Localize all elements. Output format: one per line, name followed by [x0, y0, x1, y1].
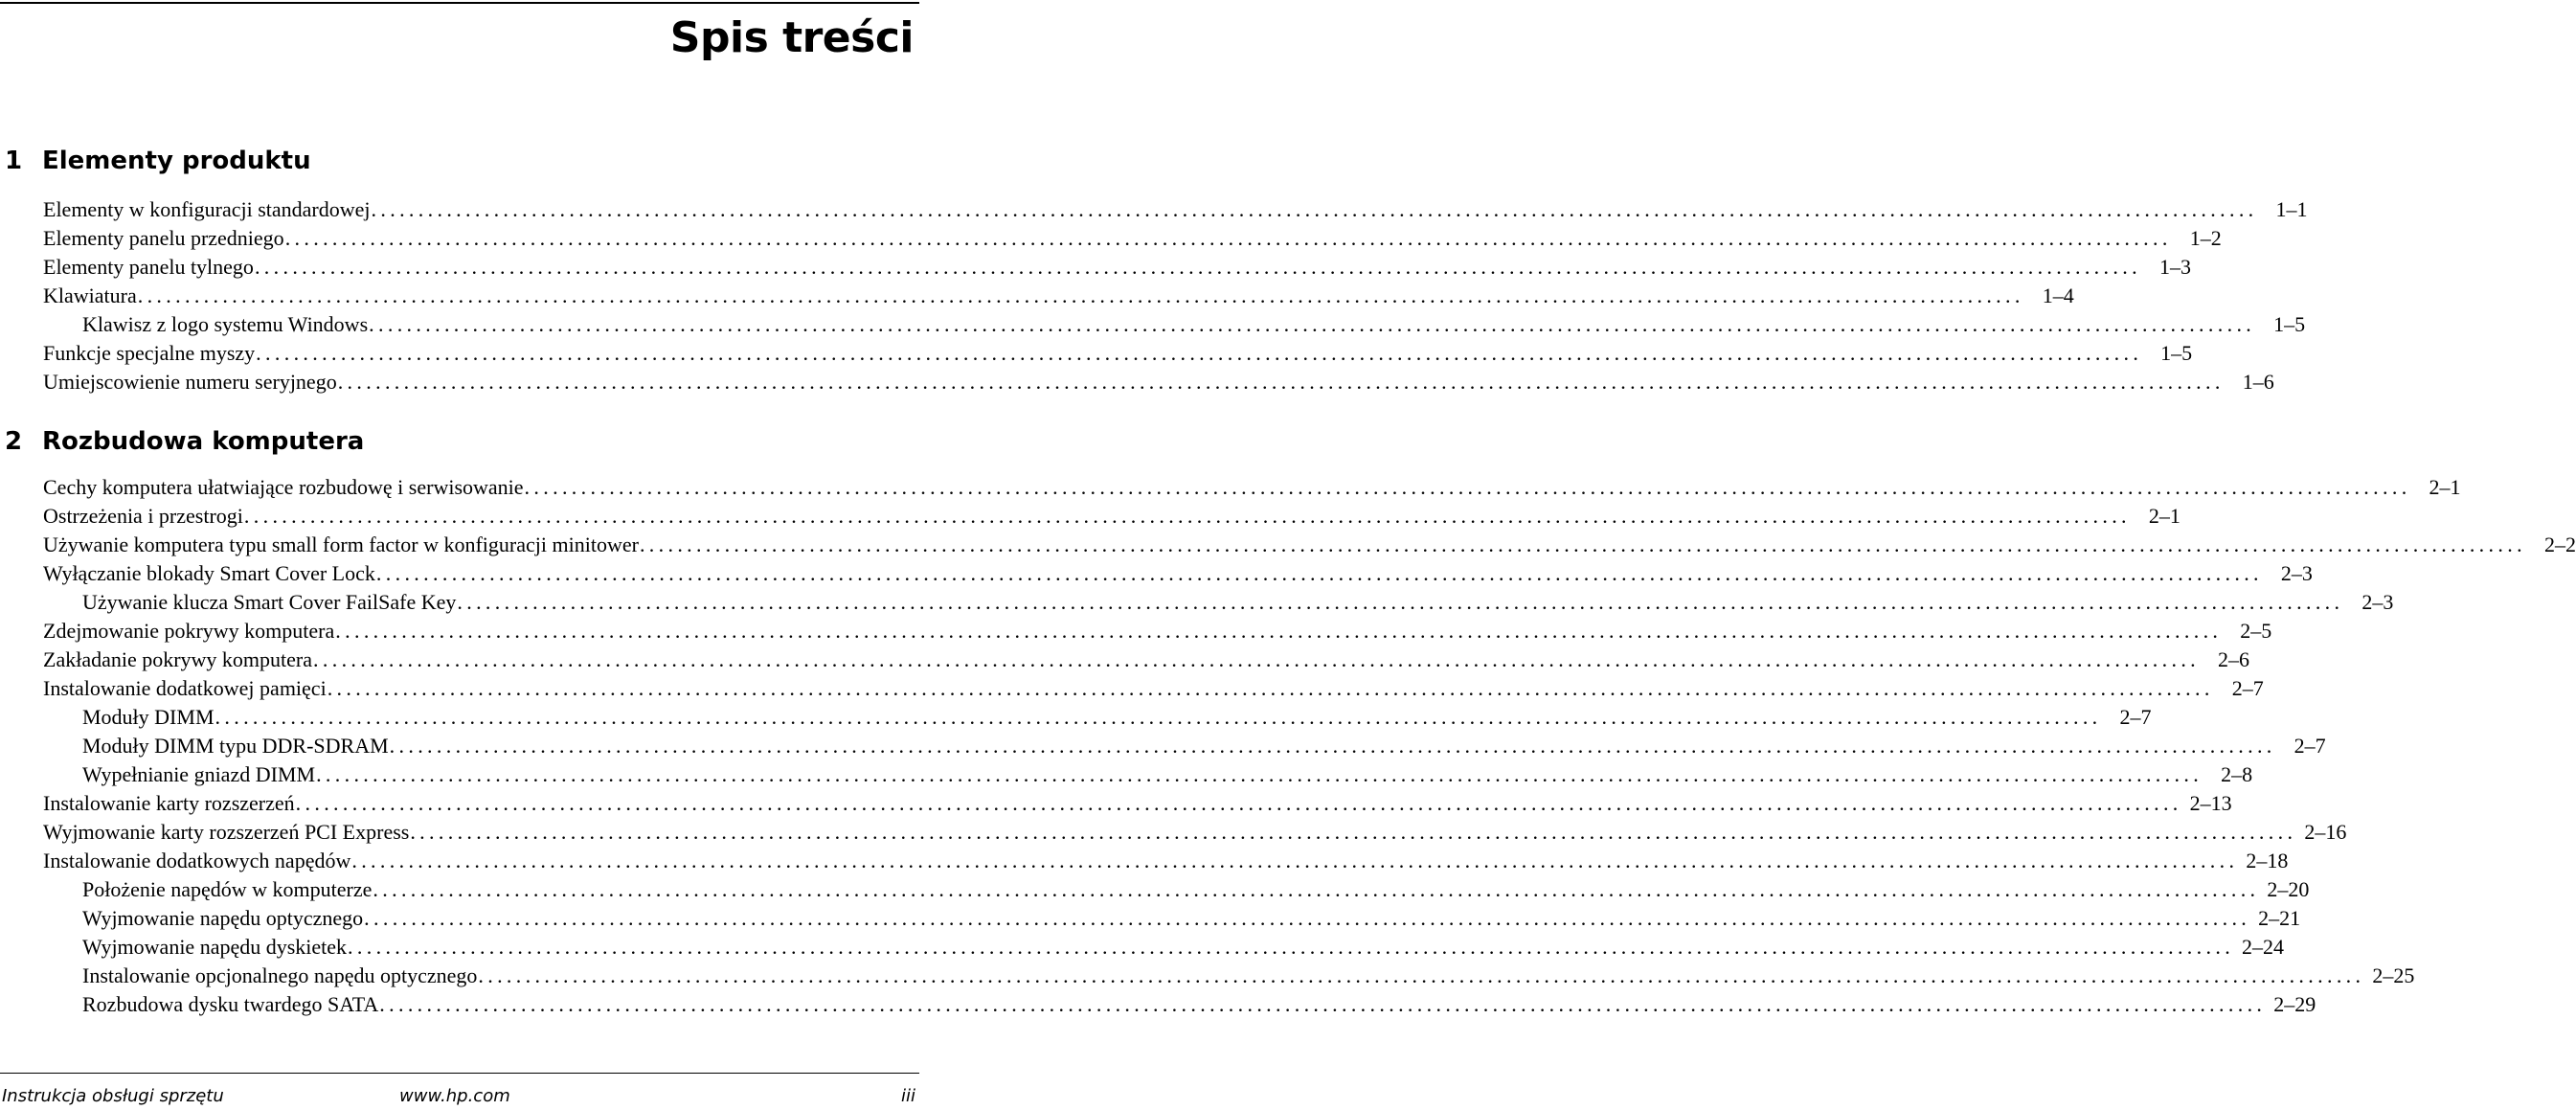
dot-leader: ........................................................................................................................................................................................................ [351, 849, 2239, 872]
chapter-heading-2 [5, 425, 364, 458]
toc-entry-page: 2–24 [2242, 935, 2285, 959]
dot-leader: ........................................................................................................................................................................................................ [410, 820, 2297, 844]
toc-entry[interactable] [43, 310, 2306, 339]
chapter-title: Rozbudowa komputera [42, 427, 365, 456]
toc-entry[interactable] [43, 962, 2415, 990]
toc-entry-page: 2–25 [2372, 963, 2415, 987]
chapter-number: 1 [5, 147, 23, 175]
toc-list-chapter-1 [43, 195, 2308, 396]
toc-entry-title: Położenie napędów w komputerze [82, 877, 373, 901]
toc-entry-title: Cechy komputera ułatwiające rozbudowę i serwisowanie [43, 475, 524, 499]
toc-entry-title: Zakładanie pokrywy komputera [43, 647, 313, 671]
toc-entry-title: Wyjmowanie napędu dyskietek [82, 935, 348, 959]
toc-entry-title: Wyłączanie blokady Smart Cover Lock [43, 561, 375, 585]
toc-entry[interactable] [43, 588, 2394, 617]
toc-entry[interactable] [43, 502, 2181, 531]
dot-leader: ........................................................................................................................................................................................................ [524, 475, 2411, 499]
toc-entry-title: Rozbudowa dysku twardego SATA [82, 992, 379, 1016]
toc-entry[interactable] [43, 195, 2308, 224]
dot-leader: ........................................................................................................................................................................................................ [375, 561, 2263, 585]
footer-website-link[interactable]: www.hp.com [399, 1086, 510, 1106]
dot-leader: ........................................................................................................................................................................................................ [215, 705, 2102, 729]
toc-entry[interactable] [43, 818, 2347, 847]
toc-entry-title: Instalowanie dodatkowych napędów [43, 849, 351, 872]
dot-leader: ........................................................................................................................................................................................................ [337, 370, 2225, 394]
dot-leader: ........................................................................................................................................................................................................ [256, 341, 2143, 365]
toc-entry[interactable] [43, 617, 2272, 646]
toc-entry-title: Używanie klucza Smart Cover FailSafe Key [82, 590, 457, 614]
top-rule [0, 2, 919, 4]
toc-entry-page: 2–7 [2294, 734, 2326, 758]
toc-entry-title: Wyjmowanie karty rozszerzeń PCI Express [43, 820, 410, 844]
toc-entry-title: Klawisz z logo systemu Windows [82, 312, 369, 336]
toc-entry-title: Instalowanie karty rozszerzeń [43, 791, 295, 815]
dot-leader: ........................................................................................................................................................................................................ [284, 226, 2172, 250]
dot-leader: ........................................................................................................................................................................................................ [348, 935, 2235, 959]
toc-entry-page: 2–18 [2246, 849, 2289, 872]
toc-entry[interactable] [43, 703, 2152, 732]
dot-leader: ........................................................................................................................................................................................................ [369, 312, 2256, 336]
toc-entry-page: 2–16 [2304, 820, 2347, 844]
dot-leader: ........................................................................................................................................................................................................ [137, 283, 2024, 307]
toc-entry-page: 2–3 [2280, 561, 2313, 585]
toc-entry-page: 2–5 [2240, 619, 2272, 643]
toc-entry-page: 1–2 [2189, 226, 2222, 250]
toc-entry[interactable] [43, 904, 2301, 933]
dot-leader: ........................................................................................................................................................................................................ [295, 791, 2182, 815]
toc-entry[interactable] [43, 473, 2461, 502]
toc-entry-page: 1–6 [2242, 370, 2274, 394]
toc-entry[interactable] [43, 933, 2285, 962]
toc-entry-page: 1–5 [2273, 312, 2306, 336]
dot-leader: ........................................................................................................................................................................................................ [335, 619, 2223, 643]
toc-entry[interactable] [43, 282, 2074, 310]
page-title: Spis treści [669, 13, 914, 62]
toc-entry-title: Elementy panelu tylnego [43, 255, 254, 279]
dot-leader: ........................................................................................................................................................................................................ [478, 963, 2365, 987]
dot-leader: ........................................................................................................................................................................................................ [254, 255, 2141, 279]
toc-entry-title: Moduły DIMM [82, 705, 215, 729]
toc-entry-title: Instalowanie dodatkowej pamięci [43, 676, 327, 700]
toc-entry-title: Elementy w konfiguracji standardowej [43, 197, 371, 221]
toc-entry-page: 1–4 [2042, 283, 2074, 307]
toc-entry-page: 2–2 [2543, 532, 2576, 556]
chapter-title: Elementy produktu [42, 147, 311, 175]
toc-entry-page: 2–13 [2189, 791, 2232, 815]
dot-leader: ........................................................................................................................................................................................................ [364, 906, 2251, 930]
toc-entry-title: Funkcje specjalne myszy [43, 341, 256, 365]
toc-entry-title: Wyjmowanie napędu optycznego [82, 906, 364, 930]
toc-entry-page: 2–1 [2148, 504, 2181, 528]
dot-leader: ........................................................................................................................................................................................................ [379, 992, 2267, 1016]
toc-list-chapter-2 [43, 473, 2576, 1019]
toc-entry-title: Instalowanie opcjonalnego napędu optycznego [82, 963, 478, 987]
toc-entry-page: 2–1 [2429, 475, 2461, 499]
toc-entry-title: Moduły DIMM typu DDR-SDRAM [82, 734, 389, 758]
chapter-heading-1 [5, 145, 311, 177]
dot-leader: ........................................................................................................................................................................................................ [373, 877, 2260, 901]
dot-leader: ........................................................................................................................................................................................................ [313, 647, 2201, 671]
toc-entry-title: Klawiatura [43, 283, 137, 307]
toc-entry-page: 1–5 [2160, 341, 2193, 365]
chapter-number: 2 [5, 427, 23, 456]
toc-entry-page: 2–3 [2361, 590, 2394, 614]
toc-entry-page: 2–7 [2119, 705, 2152, 729]
toc-entry-title: Elementy panelu przedniego [43, 226, 284, 250]
toc-entry[interactable] [43, 875, 2310, 904]
toc-entry[interactable] [43, 224, 2222, 253]
toc-entry[interactable] [43, 646, 2250, 674]
toc-entry-page: 1–1 [2275, 197, 2308, 221]
toc-entry[interactable] [43, 760, 2253, 789]
toc-entry-page: 2–29 [2273, 992, 2316, 1016]
dot-leader: ........................................................................................................................................................................................................ [327, 676, 2214, 700]
toc-entry[interactable] [43, 339, 2193, 368]
bottom-rule [0, 1073, 919, 1074]
toc-entry[interactable] [43, 732, 2326, 760]
footer-manual-title: Instrukcja obsługi sprzętu [2, 1086, 224, 1106]
toc-entry-page: 2–20 [2267, 877, 2310, 901]
toc-entry[interactable] [43, 990, 2316, 1019]
toc-entry[interactable] [43, 789, 2232, 818]
footer-page-number: iii [900, 1086, 915, 1106]
toc-entry-page: 1–3 [2158, 255, 2191, 279]
toc-entry-title: Umiejscowienie numeru seryjnego [43, 370, 337, 394]
dot-leader: ........................................................................................................................................................................................................ [371, 197, 2258, 221]
dot-leader: ........................................................................................................................................................................................................ [316, 762, 2203, 786]
dot-leader: ........................................................................................................................................................................................................ [457, 590, 2344, 614]
toc-entry-title: Zdejmowanie pokrywy komputera [43, 619, 335, 643]
toc-entry-page: 2–7 [2231, 676, 2264, 700]
toc-entry-page: 2–8 [2221, 762, 2253, 786]
dot-leader: ........................................................................................................................................................................................................ [243, 504, 2131, 528]
toc-entry[interactable] [43, 559, 2313, 588]
toc-entry-page: 2–6 [2218, 647, 2250, 671]
toc-entry-title: Wypełnianie gniazd DIMM [82, 762, 316, 786]
toc-entry[interactable] [43, 674, 2264, 703]
toc-entry-title: Używanie komputera typu small form factor w konfiguracji minitower [43, 532, 639, 556]
toc-entry-title: Ostrzeżenia i przestrogi [43, 504, 243, 528]
dot-leader: ........................................................................................................................................................................................................ [639, 532, 2526, 556]
toc-entry[interactable] [43, 253, 2191, 282]
toc-entry[interactable] [43, 531, 2576, 559]
toc-entry[interactable] [43, 368, 2274, 396]
toc-entry[interactable] [43, 847, 2289, 875]
toc-entry-page: 2–21 [2258, 906, 2301, 930]
dot-leader: ........................................................................................................................................................................................................ [389, 734, 2276, 758]
